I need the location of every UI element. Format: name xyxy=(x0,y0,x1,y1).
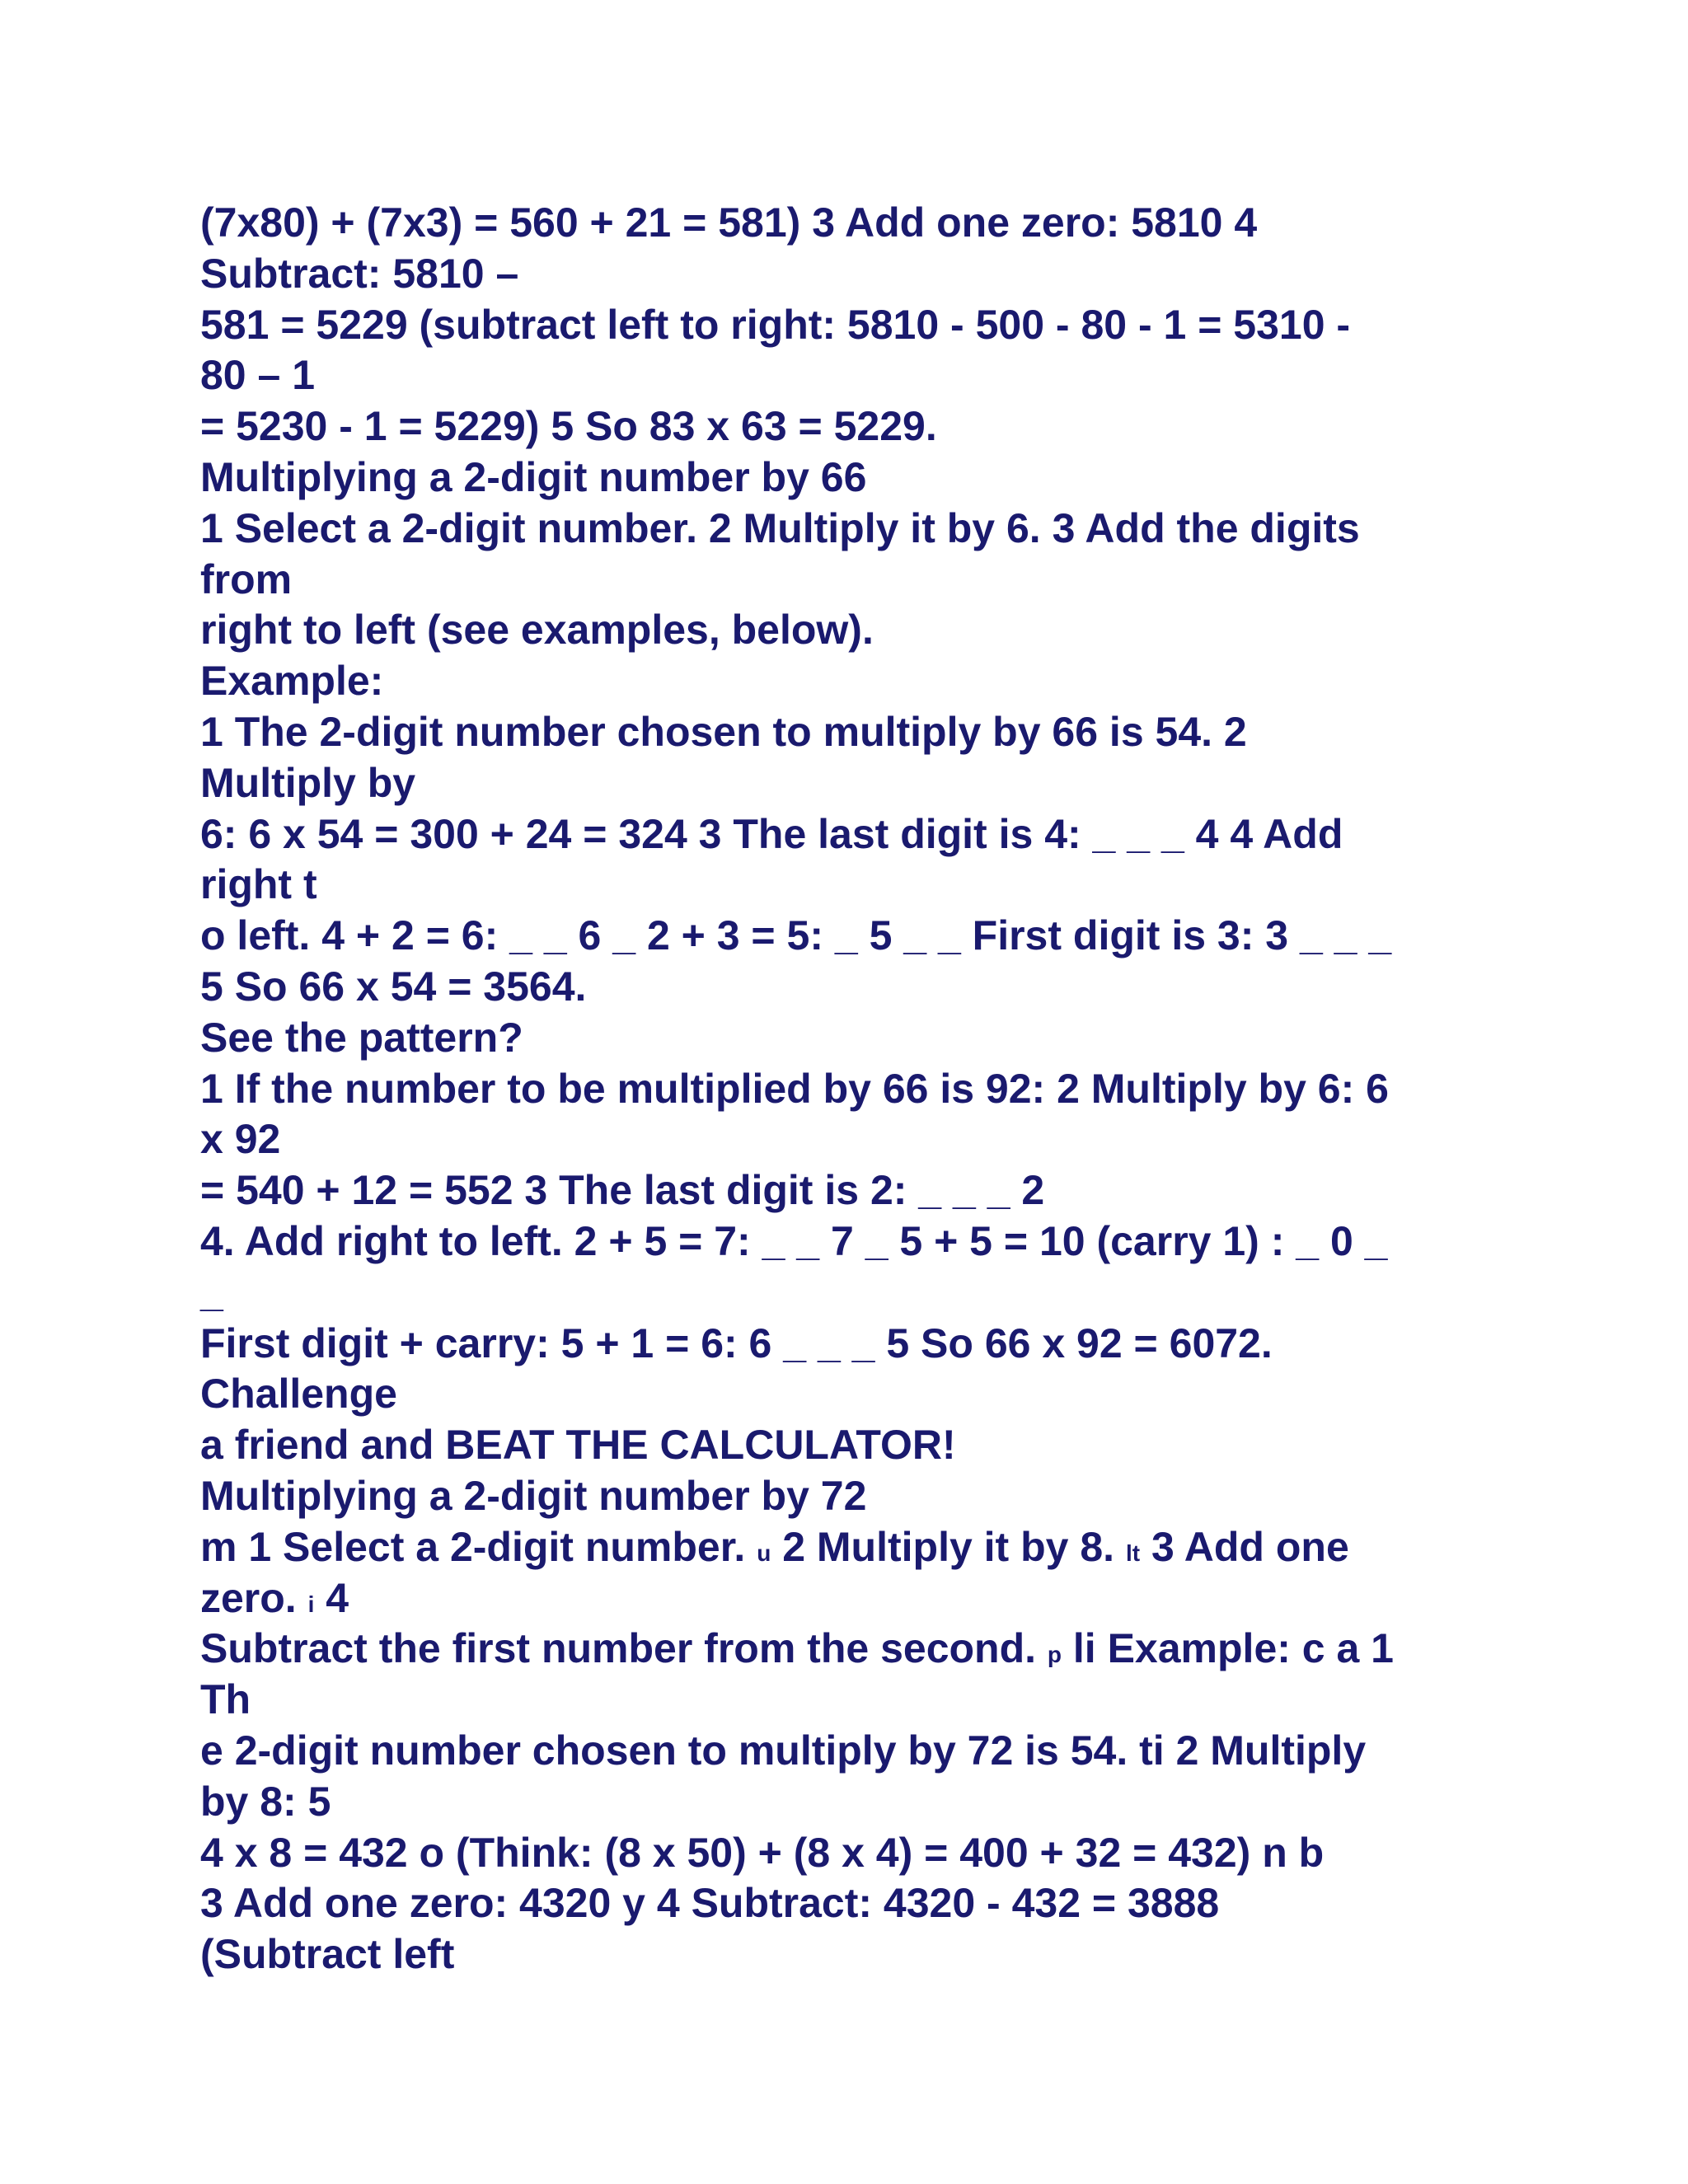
example-label: Example: xyxy=(200,658,384,705)
text-line: e 2-digit number chosen to multiply by 72 is 54. ti 2 Multiply xyxy=(200,1727,1367,1774)
text-line: 6: 6 x 54 = 300 + 24 = 324 3 The last digit is 4: _ _ _ 4 4 Add xyxy=(200,810,1343,857)
text-line: = 540 + 12 = 552 3 The last digit is 2: _ _ _ 2 xyxy=(200,1167,1045,1214)
text-line xyxy=(200,1573,1503,1624)
text-line: = 5230 - 1 = 5229) 5 So 83 x 63 = 5229. xyxy=(200,403,937,450)
text-line: 3 Add one zero: 4320 y 4 Subtract: 4320 - 432 = 3888 xyxy=(200,1880,1220,1927)
text-line: right to left (see examples, below). xyxy=(200,607,874,654)
text-line: by 8: 5 xyxy=(200,1778,331,1825)
text-line: 1 If the number to be multiplied by 66 is 92: 2 Multiply by 6: 6 xyxy=(200,1065,1389,1112)
text-line: from xyxy=(200,555,293,602)
small-text-fragment: i xyxy=(307,1591,315,1617)
body-text xyxy=(200,198,1503,1980)
text-line: 581 = 5229 (subtract left to right: 5810 - 500 - 80 - 1 = 5310 - xyxy=(200,301,1351,348)
text-fragment: zero. xyxy=(200,1574,308,1621)
text-fragment: li Example: c a 1 xyxy=(1062,1625,1394,1672)
text-line: 80 – 1 xyxy=(200,352,316,399)
text-line: (7x80) + (7x3) = 560 + 21 = 581) 3 Add one zero: 5810 4 xyxy=(200,199,1258,246)
text-line: 1 The 2-digit number chosen to multiply by 66 is 54. 2 xyxy=(200,708,1247,755)
text-line: 5 So 66 x 54 = 3564. xyxy=(200,963,587,1010)
text-line: Multiply by xyxy=(200,759,416,806)
text-line: Challenge xyxy=(200,1371,397,1418)
section-heading-72: Multiplying a 2-digit number by 72 xyxy=(200,1472,867,1519)
text-line: right t xyxy=(200,861,317,908)
text-line: 4. Add right to left. 2 + 5 = 7: _ _ 7 _ 5 + 5 = 10 (carry 1) : _ 0 _ xyxy=(200,1217,1388,1264)
text-line: First digit + carry: 5 + 1 = 6: 6 _ _ _ 5 So 66 x 92 = 6072. xyxy=(200,1319,1273,1366)
text-line: Th xyxy=(200,1676,251,1723)
text-fragment: m 1 Select a 2-digit number. xyxy=(200,1523,757,1570)
text-line: (Subtract left xyxy=(200,1931,455,1978)
text-fragment: 2 Multiply it by 8. xyxy=(771,1523,1126,1570)
text-line: Subtract: 5810 – xyxy=(200,250,519,297)
section-heading-66: Multiplying a 2-digit number by 66 xyxy=(200,453,867,500)
small-text-fragment: lt xyxy=(1125,1540,1141,1566)
text-line: o left. 4 + 2 = 6: _ _ 6 _ 2 + 3 = 5: _ 5 _ _ First digit is 3: 3 _ _ _ xyxy=(200,912,1392,959)
text-line: 4 x 8 = 432 o (Think: (8 x 50) + (8 x 4) = 400 + 32 = 432) n b xyxy=(200,1829,1325,1876)
text-line: _ xyxy=(200,1268,223,1315)
text-fragment: 3 Add one xyxy=(1140,1523,1349,1570)
text-line: a friend and BEAT THE CALCULATOR! xyxy=(200,1422,956,1469)
text-fragment: 4 xyxy=(314,1574,349,1621)
text-line xyxy=(200,1522,1503,1573)
text-line: 1 Select a 2-digit number. 2 Multiply it by 6. 3 Add the digits xyxy=(200,504,1360,551)
text-line: x 92 xyxy=(200,1116,281,1163)
text-fragment: Subtract the first number from the second. xyxy=(200,1625,1048,1672)
small-text-fragment: u xyxy=(757,1540,771,1566)
text-line xyxy=(200,1624,1503,1675)
text-line: See the pattern? xyxy=(200,1014,523,1061)
small-text-fragment: p xyxy=(1047,1642,1062,1668)
